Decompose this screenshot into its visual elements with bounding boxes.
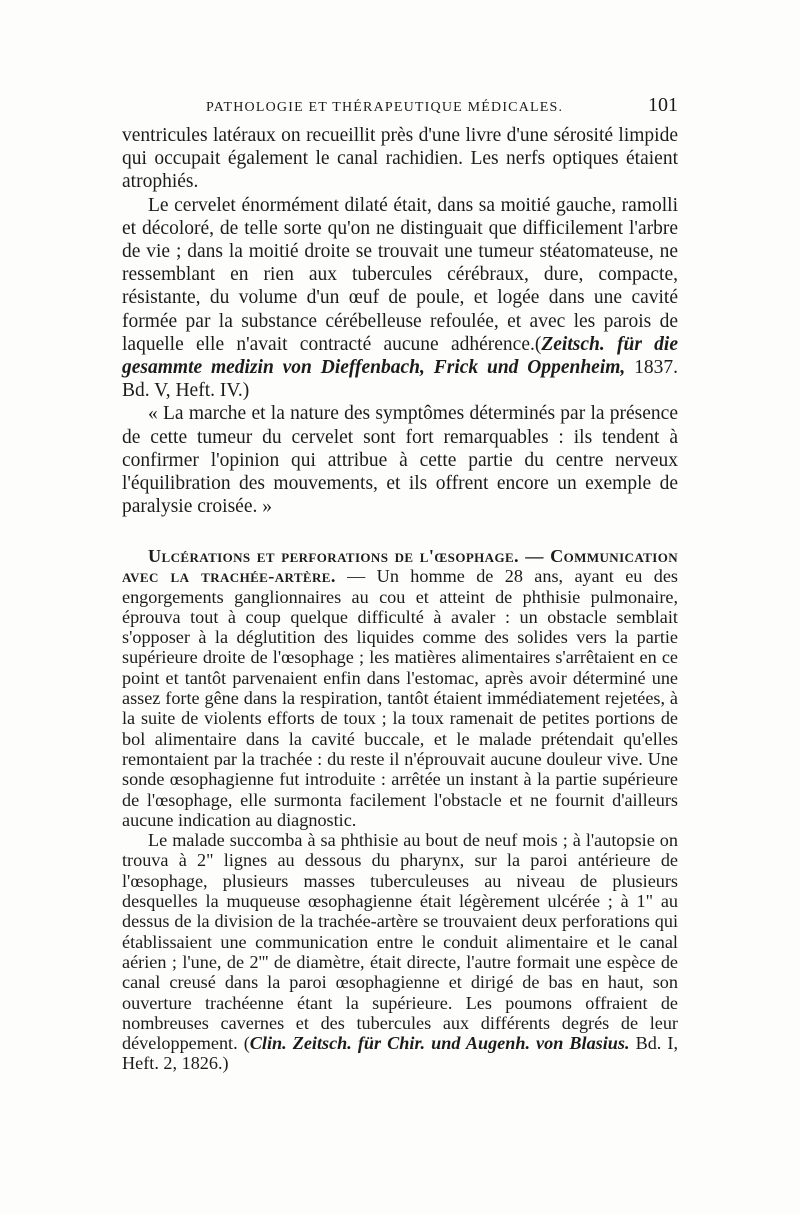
citation-title: Zeitsch. für die gesammte medizin von Dieffenbach, Frick und Oppenheim, <box>122 333 678 379</box>
paragraph-text: — Un homme de 28 ans, ayant eu des engorgements ganglionnaires au cou et atteint de phthisie pulmonaire, éprouva tout à coup quelque difficulté à avaler : un obstacle semblait s'opposer à la déglutition des liquides comme des solides vers la partie supérieure droite de l'œsophage ; les matières alimentaires s'arrêtaient en ce point et tantôt parvenaient enfin dans l'estomac, après avoir déterminé une assez forte gêne dans la respiration, tantôt étaient immédiatement rejetées, à la suite de violents efforts de toux ; la toux ramenait de petites portions de bol alimentaire dans la cavité buccale, et le malade prétendait qu'elles remontaient par la trachée : du reste il n'éprouvait aucune douleur vive. Une sonde œsophagienne fut introduite : arrêtée un instant à la partie supérieure de l'œsophage, elle surmonta facilement l'obstacle et ne fournit d'ailleurs aucune indication au diagnostic. <box>122 566 678 830</box>
paragraph-text: « La marche et la nature des symptômes déterminés par la présence de cette tumeur du cervelet sont fort remarquables : ils tendent à confirmer l'opinion qui attribue à cette partie du centre nerveux l'équilibration des mouvements, et ils offrent encore un exemple de paralysie croisée. » <box>122 403 678 518</box>
citation-details: Bd. I, Heft. 2, 1826.) <box>122 1033 678 1074</box>
citation-open: ( <box>237 1033 250 1054</box>
paragraph-text: Le malade succomba à sa phthisie au bout de neuf mois ; à l'autopsie on trouva à 2" lignes au dessous du pharynx, sur la paroi antérieure de l'œsophage, plusieurs masses tuberculeuses au niveau de plusieurs desquelles la muqueuse œsophagienne était légèrement ulcérée ; à 1" au dessus de la division de la trachée-artère se trouvaient deux perforations qui établissaient une communication entre le conduit alimentaire et le canal aérien ; l'une, de 2''' de diamètre, était directe, l'autre formait une espèce de canal creusé dans la paroi œsophagienne et dirigé de bas en haut, son ouverture trachéenne étant la supérieure. Les poumons offraient de nombreuses cavernes et des tubercules aux différents degrés de leur développement. <box>122 830 678 1054</box>
paragraph-autopsy <box>122 830 678 1074</box>
paragraph-text: ventricules latéraux on recueillit près d'une livre d'une sérosité limpide qui occupait également le canal rachidien. Les nerfs optiques étaient atrophiés. <box>122 125 678 193</box>
paragraph-case-report <box>122 546 678 830</box>
section-heading: Ulcérations et perforations de l'œsophage. — Communication avec la trachée-artère. <box>122 546 678 587</box>
running-head: PATHOLOGIE ET THÉRAPEUTIQUE MÉDICALES. <box>206 100 564 115</box>
paragraph-text: Le cervelet énormément dilaté était, dans sa moitié gauche, ramolli et décoloré, de telle sorte qu'on ne distinguait que difficilement l'arbre de vie ; dans la moitié droite se trouvait une tumeur stéatomateuse, ne ressemblant en rien aux tubercules cérébraux, dure, compacte, résistante, du volume d'un œuf de poule, et logée dans une cavité formée par la substance cérébelleuse refoulée, et avec les parois de laquelle elle n'avait contracté aucune adhérence. <box>122 194 678 355</box>
citation-title: Clin. Zeitsch. für Chir. und Augenh. von Blasius. <box>249 1033 630 1054</box>
paragraph-quote <box>122 402 678 518</box>
paragraph-continuation <box>122 124 678 194</box>
page-number: 101 <box>648 94 678 116</box>
paragraph-cerebellum <box>122 194 678 403</box>
top-text-block <box>122 124 678 518</box>
citation-details: 1837. Bd. V, Heft. IV.) <box>122 357 679 402</box>
citation-open: ( <box>534 333 542 355</box>
page-header <box>130 94 678 120</box>
bottom-text-block <box>122 546 678 1074</box>
